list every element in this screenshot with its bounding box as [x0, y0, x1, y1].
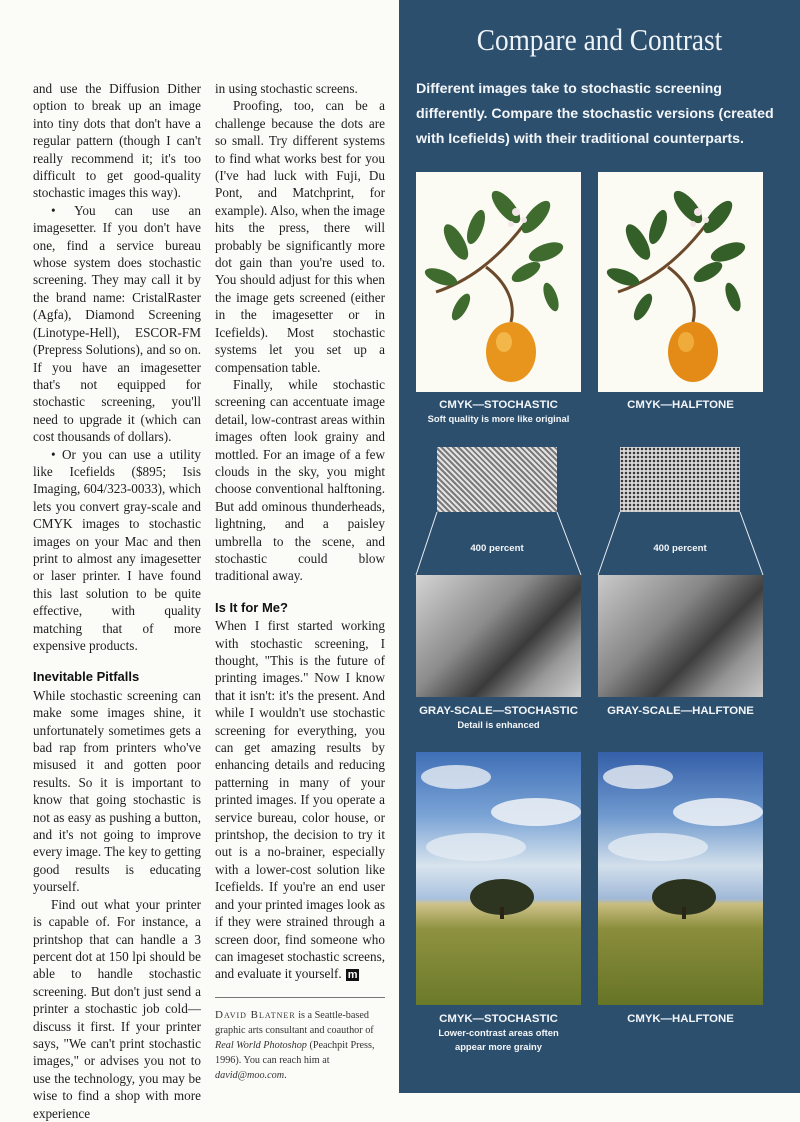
zoom-label: 400 percent: [470, 543, 524, 554]
section-heading: Is It for Me?: [215, 599, 288, 615]
caption: CMYK—STOCHASTIC Lower-contrast areas often appear more grainy: [438, 1013, 559, 1052]
caption: CMYK—STOCHASTIC Soft quality is more like original: [427, 399, 570, 424]
zoom-halftone-image: [620, 447, 740, 512]
tree-landscape-illustration: [416, 752, 581, 1005]
zoom-label: 400 percent: [653, 543, 707, 554]
paragraph: • Or you can use a utility like Icefields ($895; Isis Imaging, 604/323-0033), which lets you convert gray-scale and CMYK images to stochastic images on your Mac and then print to almost any imagesetter or laser printer. I have found this last solution to be quite effective, with quality matching that of more expensive products.: [33, 446, 201, 653]
paragraph: • You can use an imagesetter. If you don't have one, find a service bureau whose system does stochastic screening. They may call it by the brand name: CristalRaster (Agfa), Diamond Screening (Linotype-Hell), ESCOR-FM (Prepress Solutions), and so on. If you have an imagesetter that's not equipped for stochastic screening, you'll need to upgrade it (which can cost thousands of dollars).: [33, 202, 201, 445]
caption: GRAY-SCALE—HALFTONE: [607, 705, 754, 717]
author-email: david@moo.com: [215, 1069, 285, 1081]
paragraph: and use the Diffusion Dither option to break up an image into tiny dots that don't have a regular pattern (though I can't really recommend it; it's too difficult to get good-quality stochastic images this way).: [33, 81, 201, 201]
author-bio: David Blatner is a Seattle-based graphic arts consultant and coauthor of Real World Photoshop (Peachpit Press, 1996). You can reach him at david@moo.com.: [215, 997, 385, 1083]
grayscale-stochastic-image: [416, 575, 581, 697]
article-column-1: [33, 80, 201, 1122]
lemon-stochastic-image: [416, 172, 581, 392]
caption: CMYK—HALFTONE: [627, 399, 734, 411]
tree-landscape-illustration: [598, 752, 763, 1005]
end-mark-icon: m: [347, 969, 358, 982]
lemon-halftone-image: [598, 172, 763, 392]
section-heading: Inevitable Pitfalls: [33, 669, 140, 685]
sidebar-intro: Different images take to stochastic screening differently. Compare the stochastic versions (created with Icefields) with their traditional counterparts.: [416, 81, 774, 147]
caption: GRAY-SCALE—STOCHASTIC Detail is enhanced: [419, 705, 578, 730]
grayscale-halftone-image: [598, 575, 763, 697]
compare-sidebar: [399, 0, 800, 1093]
sidebar-title: Compare and Contrast: [476, 22, 723, 57]
zoom-stochastic-image: [437, 447, 557, 512]
paragraph: When I first started working with stochastic screening, I thought, "This is the future of printing images." Now I know that it isn't: it's the present. And while I wouldn't use stochastic screening for everything, you can get amazing results by enhancing details and reducing patterning in many of your printed images. If you operate a service bureau, color house, or printshop, the decision to try it out is a no-brainer, especially with a lower-cost solution like Icefields. If you're an end user and your printed images look as if they were strained through a screen door, find someone who can imageset stochastic screens, and evaluate it yourself. m: [215, 618, 385, 982]
paragraph: While stochastic screening can make some images shine, it unfortunately sometimes gets a bad rap from printers who've misused it and gotten poor results. So it is important to know that going stochastic is not as easy as pushing a button, and it's not going to improve every image. The key to getting good results is educating yourself.: [33, 687, 201, 895]
landscape-halftone-image: [598, 752, 763, 1005]
paragraph: Find out what your printer is capable of. For instance, a printshop that can handle a 3 percent dot at 150 lpi should be able to handle stochastic screening. But don't just send a printer a stochastic job cold—discuss it first. If your printer says, "We can't print stochastic images," or advises you not to use the technology, you may be wise to find a shop with more experience: [33, 896, 201, 1121]
article-column-2: [215, 80, 385, 1083]
book-title: Real World Photoshop: [215, 1039, 307, 1051]
paragraph: Proofing, too, can be a challenge because the dots are so small. Try different systems to find what works best for you (I've had luck with Fuji, Du Pont, and Matchprint, for example). Also, when the image hits the press, there will probably be significantly more dot gain than you're used to. You should adjust for this when the image gets screened (either in the imagesetter or in Icefields). Most stochastic systems let you set up a compensation table.: [215, 98, 385, 375]
lemon-branch-illustration: [598, 172, 763, 392]
paragraph: in using stochastic screens.: [215, 81, 358, 96]
lemon-branch-illustration: [416, 172, 581, 392]
paragraph: Finally, while stochastic screening can accentuate image detail, low-contrast areas within images often look grainy and mottled. For an image of a few clouds in the sky, you might choose conventional halftoning. But add ominous thunderheads, lightning, and a paisley umbrella to the scene, and stochastic could blow traditional away.: [215, 376, 385, 584]
author-name: David Blatner: [215, 1008, 296, 1021]
caption: CMYK—HALFTONE: [627, 1013, 734, 1025]
landscape-stochastic-image: [416, 752, 581, 1005]
